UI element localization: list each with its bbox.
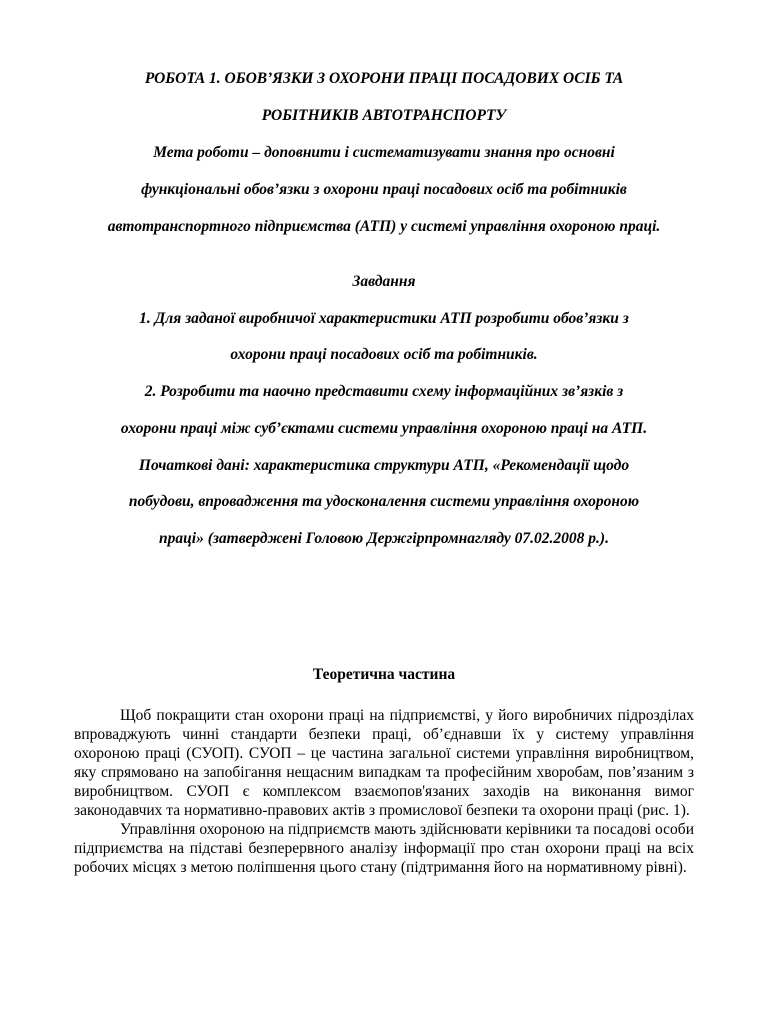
goal-line-1: Мета роботи – доповнити і систематизувати знання про основні xyxy=(153,144,615,161)
theory-paragraph-1: Щоб покращити стан охорони праці на підприємстві, у його виробничих підрозділах впроваджують чинні стандарти безпеки праці, об’єднавши їх у систему управління охороною праці (СУОП). СУОП – це частина загальної системи управління виробництвом, яку спрямовано на запобігання нещасним випадкам та професійним хворобам, пов’язаним з виробництвом. СУОП є комплексом взаємопов'язаних заходів на виконання вимог законодавчих та нормативно-правових актів з промислової безпеки та охорони праці (рис. 1). xyxy=(74,707,694,819)
task-2-line-2: охорони праці між суб’єктами системи управління охороною праці на АТП. xyxy=(120,420,648,437)
goal-line-3: автотранспортного підприємства (АТП) у системі управління охороною праці. xyxy=(107,218,661,235)
task-2-line-1: 2. Розробити та наочно представити схему інформаційних зв’язків з xyxy=(144,383,624,400)
task-1-line-1: 1. Для заданої виробничої характеристики АТП розробити обов’язки з xyxy=(139,310,629,327)
document-title-line-1: РОБОТА 1. ОБОВ’ЯЗКИ З ОХОРОНИ ПРАЦІ ПОСАДОВИХ ОСІБ ТА xyxy=(144,70,624,87)
initial-data-line-3: праці» (затверджені Головою Держгірпромнагляду 07.02.2008 р.). xyxy=(159,530,609,547)
initial-data-line-1: Початкові дані: характеристика структури АТП, «Рекомендації щодо xyxy=(138,457,630,474)
initial-data-line-2: побудови, впровадження та удосконалення системи управління охороною xyxy=(128,493,640,510)
theory-body xyxy=(74,706,694,877)
task-1-line-2: охорони праці посадових осіб та робітників. xyxy=(230,346,538,363)
document-title-line-2: РОБІТНИКІВ АВТОТРАНСПОРТУ xyxy=(261,107,507,124)
theory-heading: Теоретична частина xyxy=(312,666,456,683)
theory-paragraph-2: Управління охороною на підприємств мають здійснювати керівники та посадові особи підприємства на підставі безперервного аналізу інформації про стан охорони праці на всіх робочих місцях з метою поліпшення цього стану (підтримання його на нормативному рівні). xyxy=(74,821,694,876)
task-heading: Завдання xyxy=(352,273,416,290)
goal-line-2: функціональні обов’язки з охорони праці посадових осіб та робітників xyxy=(141,181,627,198)
